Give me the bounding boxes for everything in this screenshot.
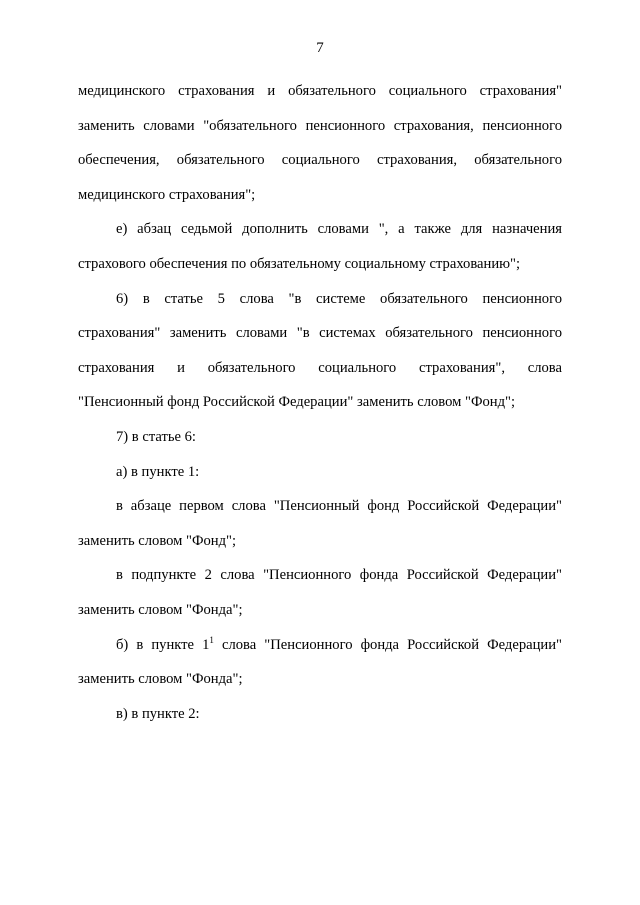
paragraph-item-b [78, 628, 562, 697]
text-line: страхования и обязательного социального страхования", слова [78, 359, 562, 376]
paragraph-continuation [78, 74, 562, 212]
paragraph-item-6 [78, 282, 562, 420]
text-line: заменить словом "Фонда"; [78, 601, 243, 618]
text-line: заменить словом "Фонда"; [78, 671, 243, 688]
text-line: е) абзац седьмой дополнить словами ", а также для назначения [116, 221, 562, 238]
text-line: в абзаце первом слова "Пенсионный фонд Российской Федерации" [116, 498, 562, 515]
text-line-with-superscript [78, 628, 562, 663]
paragraph-item-a [78, 455, 562, 490]
text-line: в) в пункте 2: [116, 705, 200, 722]
superscript: 1 [209, 634, 214, 645]
text-line: медицинского страхования и обязательного социального страхования" [78, 83, 562, 99]
text-line: 6) в статье 5 слова "в системе обязательного пенсионного [116, 290, 562, 307]
paragraph-item-v [78, 697, 562, 732]
text-fragment: слова "Пенсионного фонда Российской Федерации" [213, 636, 562, 653]
text-line: заменить словом "Фонд"; [78, 532, 237, 549]
text-line: 7) в статье 6: [116, 428, 196, 445]
text-fragment: б) в пункте 1 [116, 636, 210, 653]
text-line: страхования" заменить словами "в системах обязательного пенсионного [78, 325, 562, 342]
text-line: в подпункте 2 слова "Пенсионного фонда Российской Федерации" [116, 567, 562, 584]
text-line: медицинского страхования"; [78, 186, 256, 203]
paragraph-item-7 [78, 420, 562, 455]
paragraph-subitem-2 [78, 558, 562, 627]
document-body [78, 74, 562, 731]
text-line: а) в пункте 1: [116, 463, 200, 480]
text-line: страхового обеспечения по обязательному социальному страхованию"; [78, 255, 521, 272]
text-line: обеспечения, обязательного социального страхования, обязательного [78, 152, 562, 169]
paragraph-first-abzac [78, 489, 562, 558]
paragraph-item-e [78, 212, 562, 281]
page-number: 7 [316, 40, 324, 56]
text-line: "Пенсионный фонд Российской Федерации" заменить словом "Фонд"; [78, 394, 516, 411]
text-line: заменить словами "обязательного пенсионного страхования, пенсионного [78, 117, 562, 134]
